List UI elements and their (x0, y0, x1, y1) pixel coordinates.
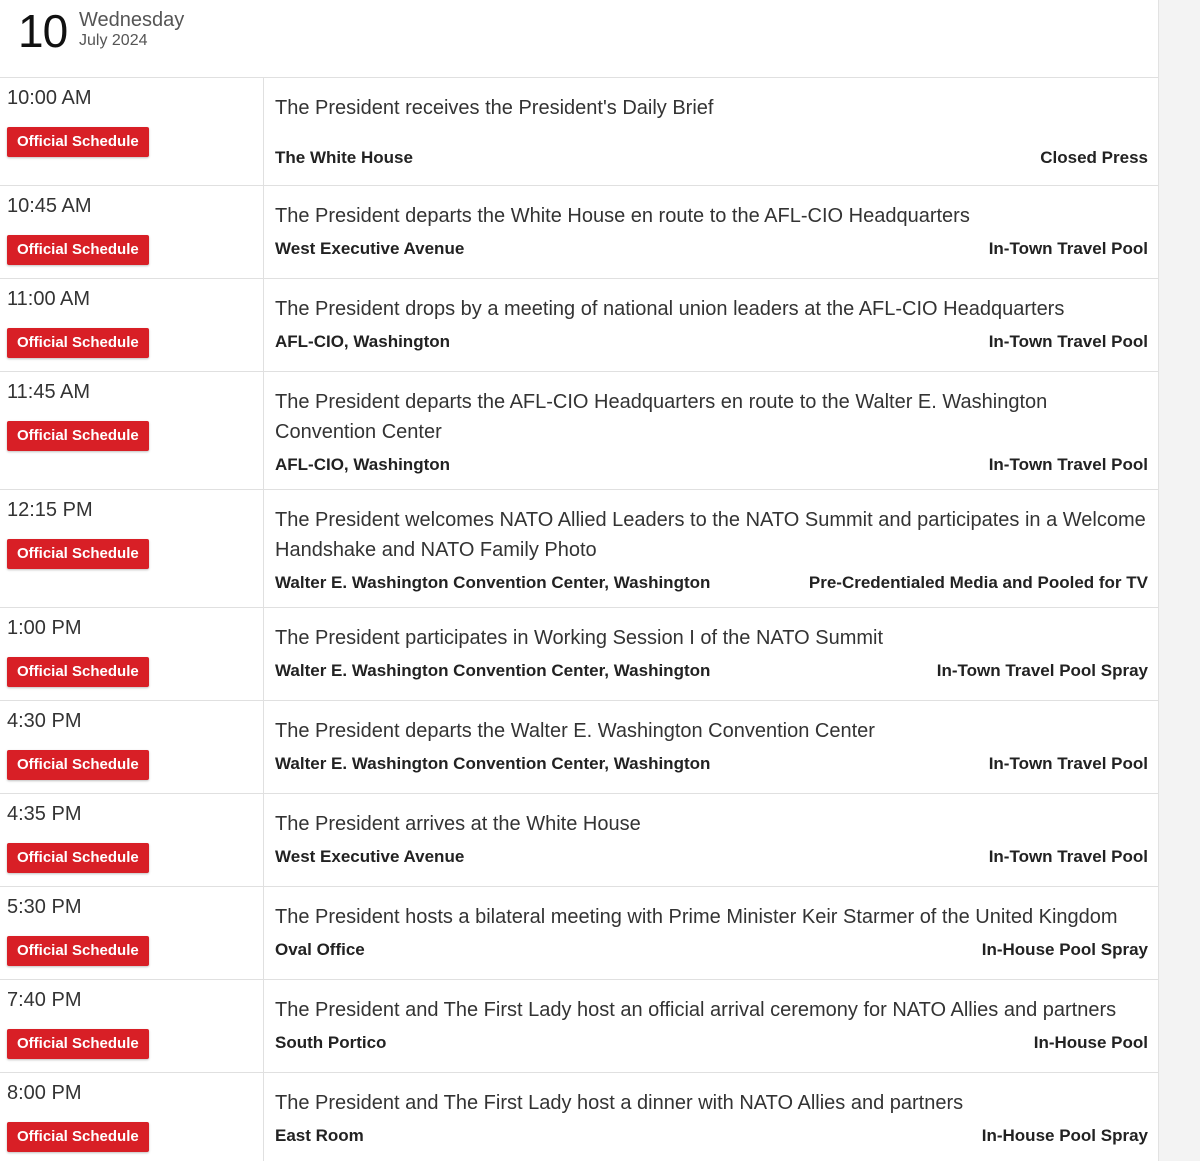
official-schedule-badge[interactable]: Official Schedule (7, 936, 149, 966)
event-time: 10:00 AM (7, 87, 92, 109)
event-time-column (0, 186, 264, 278)
event-title[interactable]: The President drops by a meeting of national union leaders at the AFL-CIO Headquarters (275, 298, 1065, 320)
official-schedule-badge[interactable]: Official Schedule (7, 843, 149, 873)
event-time: 10:45 AM (7, 195, 92, 217)
event-title[interactable]: The President and The First Lady host an official arrival ceremony for NATO Allies and partners (275, 999, 1117, 1021)
event-details (264, 887, 1158, 979)
event-location: Oval Office (275, 940, 365, 959)
event-details (264, 186, 1158, 278)
event-details (264, 794, 1158, 886)
official-schedule-badge[interactable]: Official Schedule (7, 127, 149, 157)
event-location: West Executive Avenue (275, 239, 465, 258)
event-time-column (0, 372, 264, 489)
event-time-column (0, 701, 264, 793)
event-details (264, 279, 1158, 371)
event-time: 5:30 PM (7, 896, 82, 918)
event-time-column (0, 887, 264, 979)
event-meta (275, 238, 1148, 260)
official-schedule-badge[interactable]: Official Schedule (7, 657, 149, 687)
event-row[interactable] (0, 78, 1158, 186)
event-row[interactable] (0, 887, 1158, 980)
event-time-column (0, 608, 264, 700)
event-details (264, 608, 1158, 700)
official-schedule-badge[interactable]: Official Schedule (7, 1029, 149, 1059)
event-time: 4:30 PM (7, 710, 82, 732)
event-meta (275, 846, 1148, 868)
event-title[interactable]: The President participates in Working Session I of the NATO Summit (275, 627, 884, 649)
event-location: Walter E. Washington Convention Center, Washington (275, 573, 711, 592)
event-details (264, 701, 1158, 793)
event-row[interactable] (0, 980, 1158, 1073)
event-meta (275, 572, 1148, 594)
event-location: South Portico (275, 1033, 387, 1052)
event-time-column (0, 490, 264, 607)
event-time-column (0, 279, 264, 371)
official-schedule-badge[interactable]: Official Schedule (7, 539, 149, 569)
event-row[interactable] (0, 608, 1158, 701)
event-title[interactable]: The President and The First Lady host a dinner with NATO Allies and partners (275, 1092, 964, 1114)
event-coverage: In-House Pool Spray (981, 940, 1148, 959)
event-title[interactable]: The President hosts a bilateral meeting with Prime Minister Keir Starmer of the United Kingdom (275, 906, 1118, 928)
right-gutter (1158, 0, 1200, 1161)
event-location: AFL-CIO, Washington (275, 332, 451, 351)
event-row[interactable] (0, 372, 1158, 490)
event-coverage: In-Town Travel Pool (988, 239, 1148, 258)
event-time-column (0, 980, 264, 1072)
event-meta (275, 939, 1148, 961)
date-header (0, 0, 1158, 78)
event-details (264, 372, 1158, 489)
event-details (264, 1073, 1158, 1161)
event-coverage: In-House Pool Spray (981, 1126, 1148, 1145)
day-number: 10 (18, 5, 68, 57)
event-coverage: In-Town Travel Pool (988, 754, 1148, 773)
event-coverage: In-Town Travel Pool Spray (936, 661, 1148, 680)
event-details (264, 490, 1158, 607)
event-time: 11:45 AM (7, 381, 91, 403)
event-location: Walter E. Washington Convention Center, Washington (275, 754, 711, 773)
official-schedule-badge[interactable]: Official Schedule (7, 1122, 149, 1152)
event-meta (275, 147, 1148, 169)
official-schedule-badge[interactable]: Official Schedule (7, 235, 149, 265)
event-time: 7:40 PM (7, 989, 82, 1011)
event-time-column (0, 794, 264, 886)
event-title[interactable]: The President departs the AFL-CIO Headquarters en route to the Walter E. Washington Convention Center (275, 391, 1048, 443)
event-location: AFL-CIO, Washington (275, 455, 451, 474)
event-location: West Executive Avenue (275, 847, 465, 866)
event-details (264, 78, 1158, 185)
event-coverage: Pre-Credentialed Media and Pooled for TV (808, 573, 1148, 592)
event-meta (275, 753, 1148, 775)
event-meta (275, 660, 1148, 682)
event-title[interactable]: The President departs the Walter E. Washington Convention Center (275, 720, 875, 742)
official-schedule-badge[interactable]: Official Schedule (7, 421, 149, 451)
event-time: 11:00 AM (7, 288, 91, 310)
event-coverage: In-Town Travel Pool (988, 332, 1148, 351)
weekday-label: Wednesday (79, 9, 185, 31)
event-details (264, 980, 1158, 1072)
event-row[interactable] (0, 279, 1158, 372)
event-title[interactable]: The President receives the President's Daily Brief (275, 97, 714, 119)
event-row[interactable] (0, 1073, 1158, 1161)
event-meta (275, 331, 1148, 353)
event-time-column (0, 78, 264, 185)
event-location: East Room (275, 1126, 364, 1145)
event-time: 1:00 PM (7, 617, 82, 639)
event-title[interactable]: The President departs the White House en route to the AFL-CIO Headquarters (275, 205, 970, 227)
event-meta (275, 454, 1148, 476)
event-time-column (0, 1073, 264, 1161)
month-year-label: July 2024 (79, 32, 148, 49)
official-schedule-badge[interactable]: Official Schedule (7, 328, 149, 358)
event-row[interactable] (0, 186, 1158, 279)
event-coverage: In-Town Travel Pool (988, 455, 1148, 474)
event-location: Walter E. Washington Convention Center, Washington (275, 661, 711, 680)
official-schedule-badge[interactable]: Official Schedule (7, 750, 149, 780)
event-meta (275, 1125, 1148, 1147)
event-meta (275, 1032, 1148, 1054)
event-time: 8:00 PM (7, 1082, 82, 1104)
event-coverage: Closed Press (1040, 148, 1148, 167)
event-location: The White House (275, 148, 413, 167)
event-title[interactable]: The President arrives at the White House (275, 813, 641, 835)
event-time: 4:35 PM (7, 803, 82, 825)
event-row[interactable] (0, 490, 1158, 608)
event-coverage: In-Town Travel Pool (988, 847, 1148, 866)
event-row[interactable] (0, 701, 1158, 794)
event-coverage: In-House Pool (1033, 1033, 1148, 1052)
event-row[interactable] (0, 794, 1158, 887)
event-time: 12:15 PM (7, 499, 93, 521)
event-title[interactable]: The President welcomes NATO Allied Leaders to the NATO Summit and participates in a Welcome Handshake and NATO Family Photo (275, 509, 1146, 561)
